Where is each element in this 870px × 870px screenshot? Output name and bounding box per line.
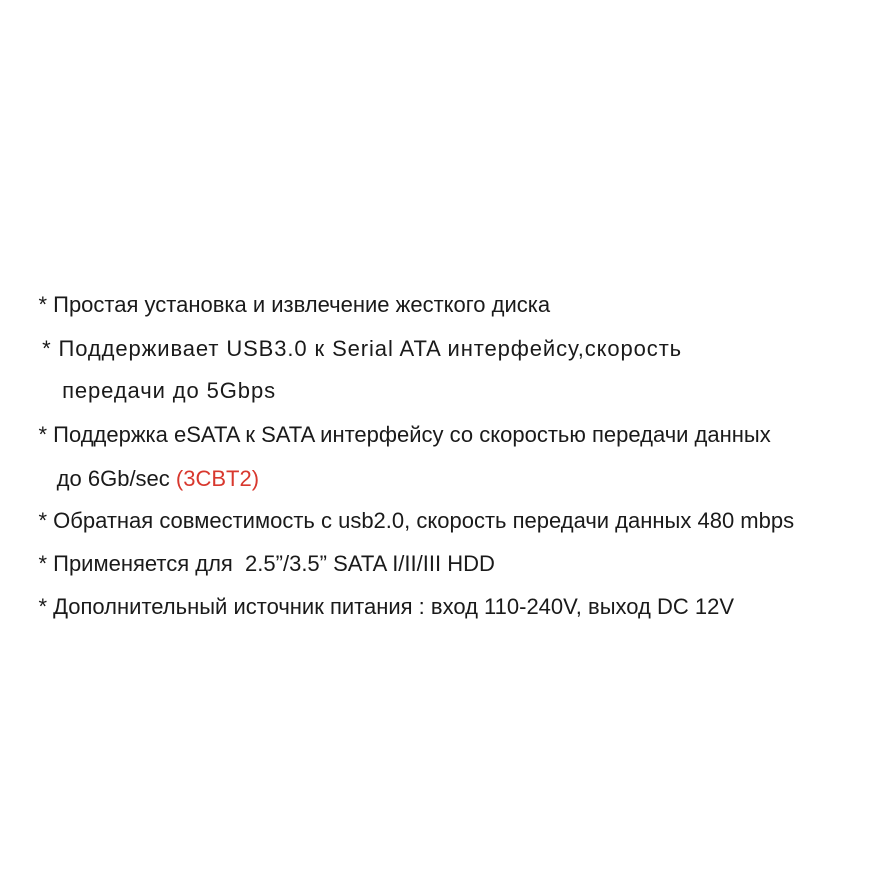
feature-text: * Простая установка и извлечение жесткого диска [38,292,551,317]
feature-text: до 6Gb/sec [44,466,176,491]
feature-item-power [14,568,734,646]
feature-text: передачи до 5Gbps [48,378,276,403]
feature-text: * Дополнительный источник питания : вход 110-240V, выход DC 12V [38,594,735,619]
model-code-highlight: (3CBT2) [175,466,260,491]
feature-text: * Применяется для 2.5”/3.5” SATA I/II/III HDD [38,551,495,576]
feature-text: * Обратная совместимость с usb2.0, скорость передачи данных 480 mbps [38,508,795,533]
feature-text: * Поддерживает USB3.0 к Serial ATA интерфейсу,скорость [42,336,683,361]
feature-text: * Поддержка eSATA к SATA интерфейсу со скоростью передачи данных [38,422,771,447]
